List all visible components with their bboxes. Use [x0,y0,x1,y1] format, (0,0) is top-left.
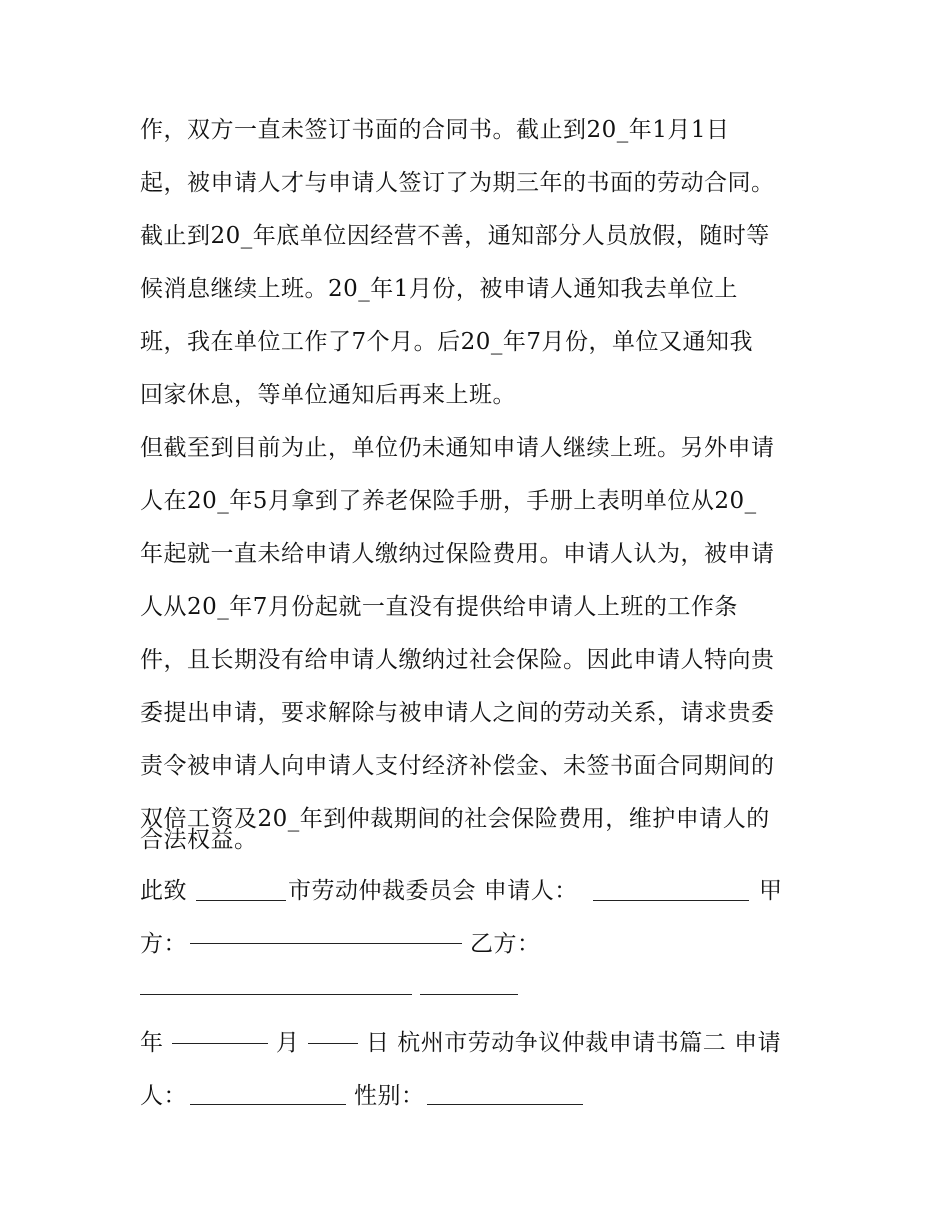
paragraph-line: 起，被申请人才与申请人签订了为期三年的书面的劳动合同。 [140,170,775,196]
form-label-month: 月 [276,1030,300,1056]
form-label-party-a-cont: 方： [140,931,187,957]
paragraph-line: 回家休息，等单位通知后再来上班。 [140,382,516,408]
form-label-applicant-cont: 人： [140,1083,187,1109]
blank-applicant [593,900,749,901]
paragraph-line: 作，双方一直未签订书面的合同书。截止到20_年1月1日 [140,117,730,143]
paragraph-line: 年起就一直未给申请人缴纳过保险费用。申请人认为，被申请 [140,541,775,567]
blank-party-a [190,943,462,944]
paragraph-line: 但截至到目前为止，单位仍未通知申请人继续上班。另外申请 [140,435,775,461]
form-label-party-b: 乙方： [470,931,541,957]
paragraph-line: 人在20_年5月拿到了养老保险手册，手册上表明单位从20_ [140,488,757,514]
paragraph-line: 人从20_年7月份起就一直没有提供给申请人上班的工作条 [140,594,738,620]
form-label-party-a: 甲 [759,878,783,904]
paragraph-line: 班，我在单位工作了7个月。后20_年7月份，单位又通知我 [140,329,754,355]
blank-month [172,1043,268,1044]
blank-applicant-name [190,1104,346,1105]
paragraph-line: 双倍工资及20_年到仲裁期间的社会保险费用，维护申请人的 [140,806,770,832]
blank-day [308,1043,358,1044]
blank-party-b [140,994,412,995]
form-label-zhizhi: 此致 [140,878,187,904]
paragraph-line: 件，且长期没有给申请人缴纳过社会保险。因此申请人特向贵 [140,647,775,673]
form-label-committee-applicant: 市劳动仲裁委员会 申请人： [288,878,578,904]
paragraph-line: 委提出申请，要求解除与被申请人之间的劳动关系，请求贵委 [140,700,775,726]
blank-gender [427,1104,583,1105]
form-label-year: 年 [140,1030,164,1056]
paragraph-line: 候消息继续上班。20_年1月份，被申请人通知我去单位上 [140,276,738,302]
blank-party-b-extra [420,994,518,995]
paragraph-line: 责令被申请人向申请人支付经济补偿金、未签书面合同期间的 [140,753,775,779]
form-label-gender: 性别： [354,1083,425,1109]
paragraph-line-last: 合法权益。 [140,827,258,853]
paragraph-line: 截止到20_年底单位因经营不善，通知部分人员放假，随时等 [140,223,770,249]
form-label-day-title: 日 杭州市劳动争议仲裁申请书篇二 申请 [366,1030,782,1056]
blank-committee-city [196,900,286,901]
